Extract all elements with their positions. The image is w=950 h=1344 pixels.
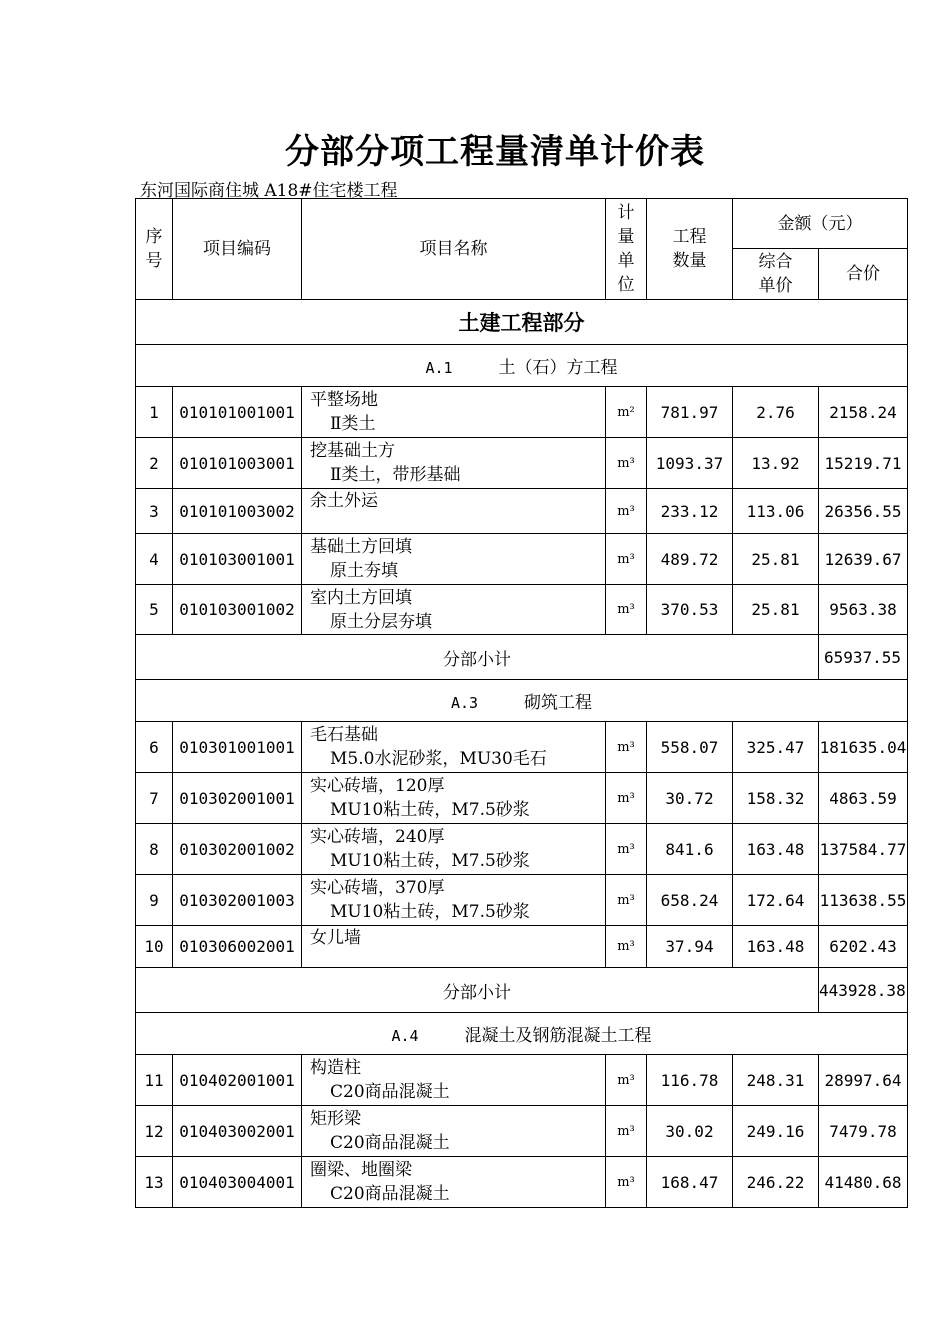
row-name-desc: Ⅱ类土	[330, 414, 376, 434]
row-qty: 1093.37	[647, 438, 733, 489]
row-name	[302, 824, 606, 875]
row-total: 12639.67	[819, 534, 908, 585]
row-qty: 233.12	[647, 489, 733, 534]
subtotal-value: 443928.38	[819, 968, 908, 1013]
row-name-main: 挖基础土方	[310, 441, 395, 461]
section-name: 混凝土及钢筋混凝土工程	[464, 1026, 652, 1046]
row-code: 010101003002	[173, 489, 302, 534]
row-name-desc: C20商品混凝土	[330, 1184, 450, 1204]
row-name-desc: 原土分层夯填	[330, 611, 432, 632]
header-amount: 金额（元）	[733, 199, 908, 249]
subtotal-label: 分部小计	[136, 968, 819, 1013]
row-code: 010101003001	[173, 438, 302, 489]
row-unit-price: 113.06	[733, 489, 819, 534]
row-code: 010403004001	[173, 1157, 302, 1208]
row-name-desc: C20商品混凝土	[330, 1082, 450, 1102]
row-total: 26356.55	[819, 489, 908, 534]
row-unit-price: 163.48	[733, 824, 819, 875]
subtotal-label: 分部小计	[136, 635, 819, 680]
row-seq: 6	[136, 722, 173, 773]
row-unit: m³	[606, 585, 647, 635]
bill-of-quantities-table	[135, 198, 908, 1208]
table-row	[136, 824, 908, 875]
row-qty: 168.47	[647, 1157, 733, 1208]
row-name-desc: MU10粘土砖，M7.5砂浆	[330, 800, 530, 820]
row-qty: 116.78	[647, 1055, 733, 1106]
row-qty: 658.24	[647, 875, 733, 926]
row-name	[302, 1157, 606, 1208]
row-unit: m³	[606, 489, 647, 534]
row-unit-price: 2.76	[733, 387, 819, 438]
header-seq: 序号	[136, 199, 173, 300]
project-name: 东河国际商住城 A18#住宅楼工程	[140, 181, 398, 201]
row-name	[302, 534, 606, 585]
row-total: 7479.78	[819, 1106, 908, 1157]
row-seq: 9	[136, 875, 173, 926]
header-code: 项目编码	[173, 199, 302, 300]
row-total: 2158.24	[819, 387, 908, 438]
header-name: 项目名称	[302, 199, 606, 300]
row-name	[302, 773, 606, 824]
row-code: 010301001001	[173, 722, 302, 773]
section-code: A.3	[450, 694, 479, 712]
section-header	[136, 1013, 908, 1055]
table-row	[136, 534, 908, 585]
row-seq: 2	[136, 438, 173, 489]
row-name-main: 实心砖墙，120厚	[310, 776, 445, 796]
table-row	[136, 585, 908, 635]
row-qty: 30.72	[647, 773, 733, 824]
row-unit: m³	[606, 773, 647, 824]
row-total: 28997.64	[819, 1055, 908, 1106]
row-unit: m³	[606, 438, 647, 489]
table-row	[136, 1157, 908, 1208]
row-qty: 30.02	[647, 1106, 733, 1157]
table-row	[136, 722, 908, 773]
row-unit: m³	[606, 824, 647, 875]
section-code: A.1	[425, 359, 453, 377]
row-name-main: 室内土方回填	[310, 587, 412, 608]
row-name-main: 实心砖墙，240厚	[310, 827, 445, 847]
row-name	[302, 585, 606, 635]
row-code: 010302001002	[173, 824, 302, 875]
row-code: 010403002001	[173, 1106, 302, 1157]
row-name-desc: M5.0水泥砂浆，MU30毛石	[330, 749, 547, 769]
row-seq: 1	[136, 387, 173, 438]
row-unit-price: 248.31	[733, 1055, 819, 1106]
header-total: 合价	[819, 249, 908, 300]
section-header	[136, 680, 908, 722]
row-name	[302, 722, 606, 773]
header-unit-price: 综合单价	[733, 249, 819, 300]
table-row	[136, 773, 908, 824]
row-name-main: 毛石基础	[310, 725, 378, 745]
subtotal-value: 65937.55	[819, 635, 908, 680]
row-name-desc: MU10粘土砖，M7.5砂浆	[330, 851, 530, 871]
row-total: 6202.43	[819, 926, 908, 968]
row-code: 010302001003	[173, 875, 302, 926]
table-row	[136, 1106, 908, 1157]
row-unit-price: 25.81	[733, 534, 819, 585]
row-name-main: 矩形梁	[310, 1109, 361, 1129]
row-name	[302, 438, 606, 489]
section-name: 砌筑工程	[524, 693, 593, 713]
row-qty: 489.72	[647, 534, 733, 585]
row-seq: 8	[136, 824, 173, 875]
table-row	[136, 1055, 908, 1106]
row-unit-price: 249.16	[733, 1106, 819, 1157]
row-code: 010306002001	[173, 926, 302, 968]
row-name-desc: Ⅱ类土，带形基础	[330, 465, 461, 485]
row-seq: 5	[136, 585, 173, 635]
row-name	[302, 875, 606, 926]
row-total: 4863.59	[819, 773, 908, 824]
row-name-desc: MU10粘土砖，M7.5砂浆	[330, 902, 530, 922]
row-name-main: 圈梁、地圈梁	[310, 1160, 412, 1180]
row-code: 010103001001	[173, 534, 302, 585]
row-seq: 3	[136, 489, 173, 534]
row-seq: 13	[136, 1157, 173, 1208]
row-code: 010302001001	[173, 773, 302, 824]
row-total: 41480.68	[819, 1157, 908, 1208]
row-unit: m³	[606, 534, 647, 585]
row-unit: m³	[606, 722, 647, 773]
row-name-main: 构造柱	[310, 1058, 361, 1078]
row-total: 15219.71	[819, 438, 908, 489]
row-unit: m³	[606, 1157, 647, 1208]
row-unit: m³	[606, 1055, 647, 1106]
header-qty: 工程数量	[647, 199, 733, 300]
row-unit-price: 13.92	[733, 438, 819, 489]
table-row	[136, 926, 908, 968]
table-row	[136, 438, 908, 489]
row-unit: m³	[606, 1106, 647, 1157]
row-name-desc: 原土夯填	[330, 561, 398, 581]
row-name	[302, 926, 606, 968]
row-name-main: 基础土方回填	[310, 537, 412, 557]
row-code: 010101001001	[173, 387, 302, 438]
row-name-main: 实心砖墙，370厚	[310, 878, 445, 898]
row-name	[302, 387, 606, 438]
row-unit-price: 246.22	[733, 1157, 819, 1208]
row-seq: 10	[136, 926, 173, 968]
table-row	[136, 875, 908, 926]
row-seq: 11	[136, 1055, 173, 1106]
row-name	[302, 1055, 606, 1106]
row-unit-price: 163.48	[733, 926, 819, 968]
row-name-main: 女儿墙	[310, 928, 361, 948]
section-code: A.4	[391, 1027, 419, 1045]
section-name: 土（石）方工程	[498, 358, 618, 378]
row-unit-price: 172.64	[733, 875, 819, 926]
table-row	[136, 387, 908, 438]
table-row	[136, 489, 908, 534]
row-seq: 7	[136, 773, 173, 824]
row-seq: 12	[136, 1106, 173, 1157]
row-unit: m³	[606, 875, 647, 926]
row-code: 010103001002	[173, 585, 302, 635]
row-unit: m³	[606, 926, 647, 968]
row-total: 137584.77	[819, 824, 908, 875]
page-title: 分部分项工程量清单计价表	[285, 132, 705, 172]
row-unit-price: 158.32	[733, 773, 819, 824]
row-name	[302, 489, 606, 534]
row-total: 113638.55	[819, 875, 908, 926]
row-unit-price: 25.81	[733, 585, 819, 635]
row-total: 9563.38	[819, 585, 908, 635]
row-name-main: 平整场地	[310, 390, 378, 410]
row-unit: m²	[606, 387, 647, 438]
row-name	[302, 1106, 606, 1157]
row-unit-price: 325.47	[733, 722, 819, 773]
row-qty: 37.94	[647, 926, 733, 968]
row-qty: 370.53	[647, 585, 733, 635]
header-unit: 计量单位	[606, 199, 647, 300]
row-qty: 841.6	[647, 824, 733, 875]
row-name-main: 余土外运	[310, 491, 378, 511]
row-qty: 781.97	[647, 387, 733, 438]
row-total: 181635.04	[819, 722, 908, 773]
row-code: 010402001001	[173, 1055, 302, 1106]
row-qty: 558.07	[647, 722, 733, 773]
row-name-desc: C20商品混凝土	[330, 1133, 450, 1153]
section-header	[136, 345, 908, 387]
row-seq: 4	[136, 534, 173, 585]
part-title: 土建工程部分	[136, 300, 908, 345]
